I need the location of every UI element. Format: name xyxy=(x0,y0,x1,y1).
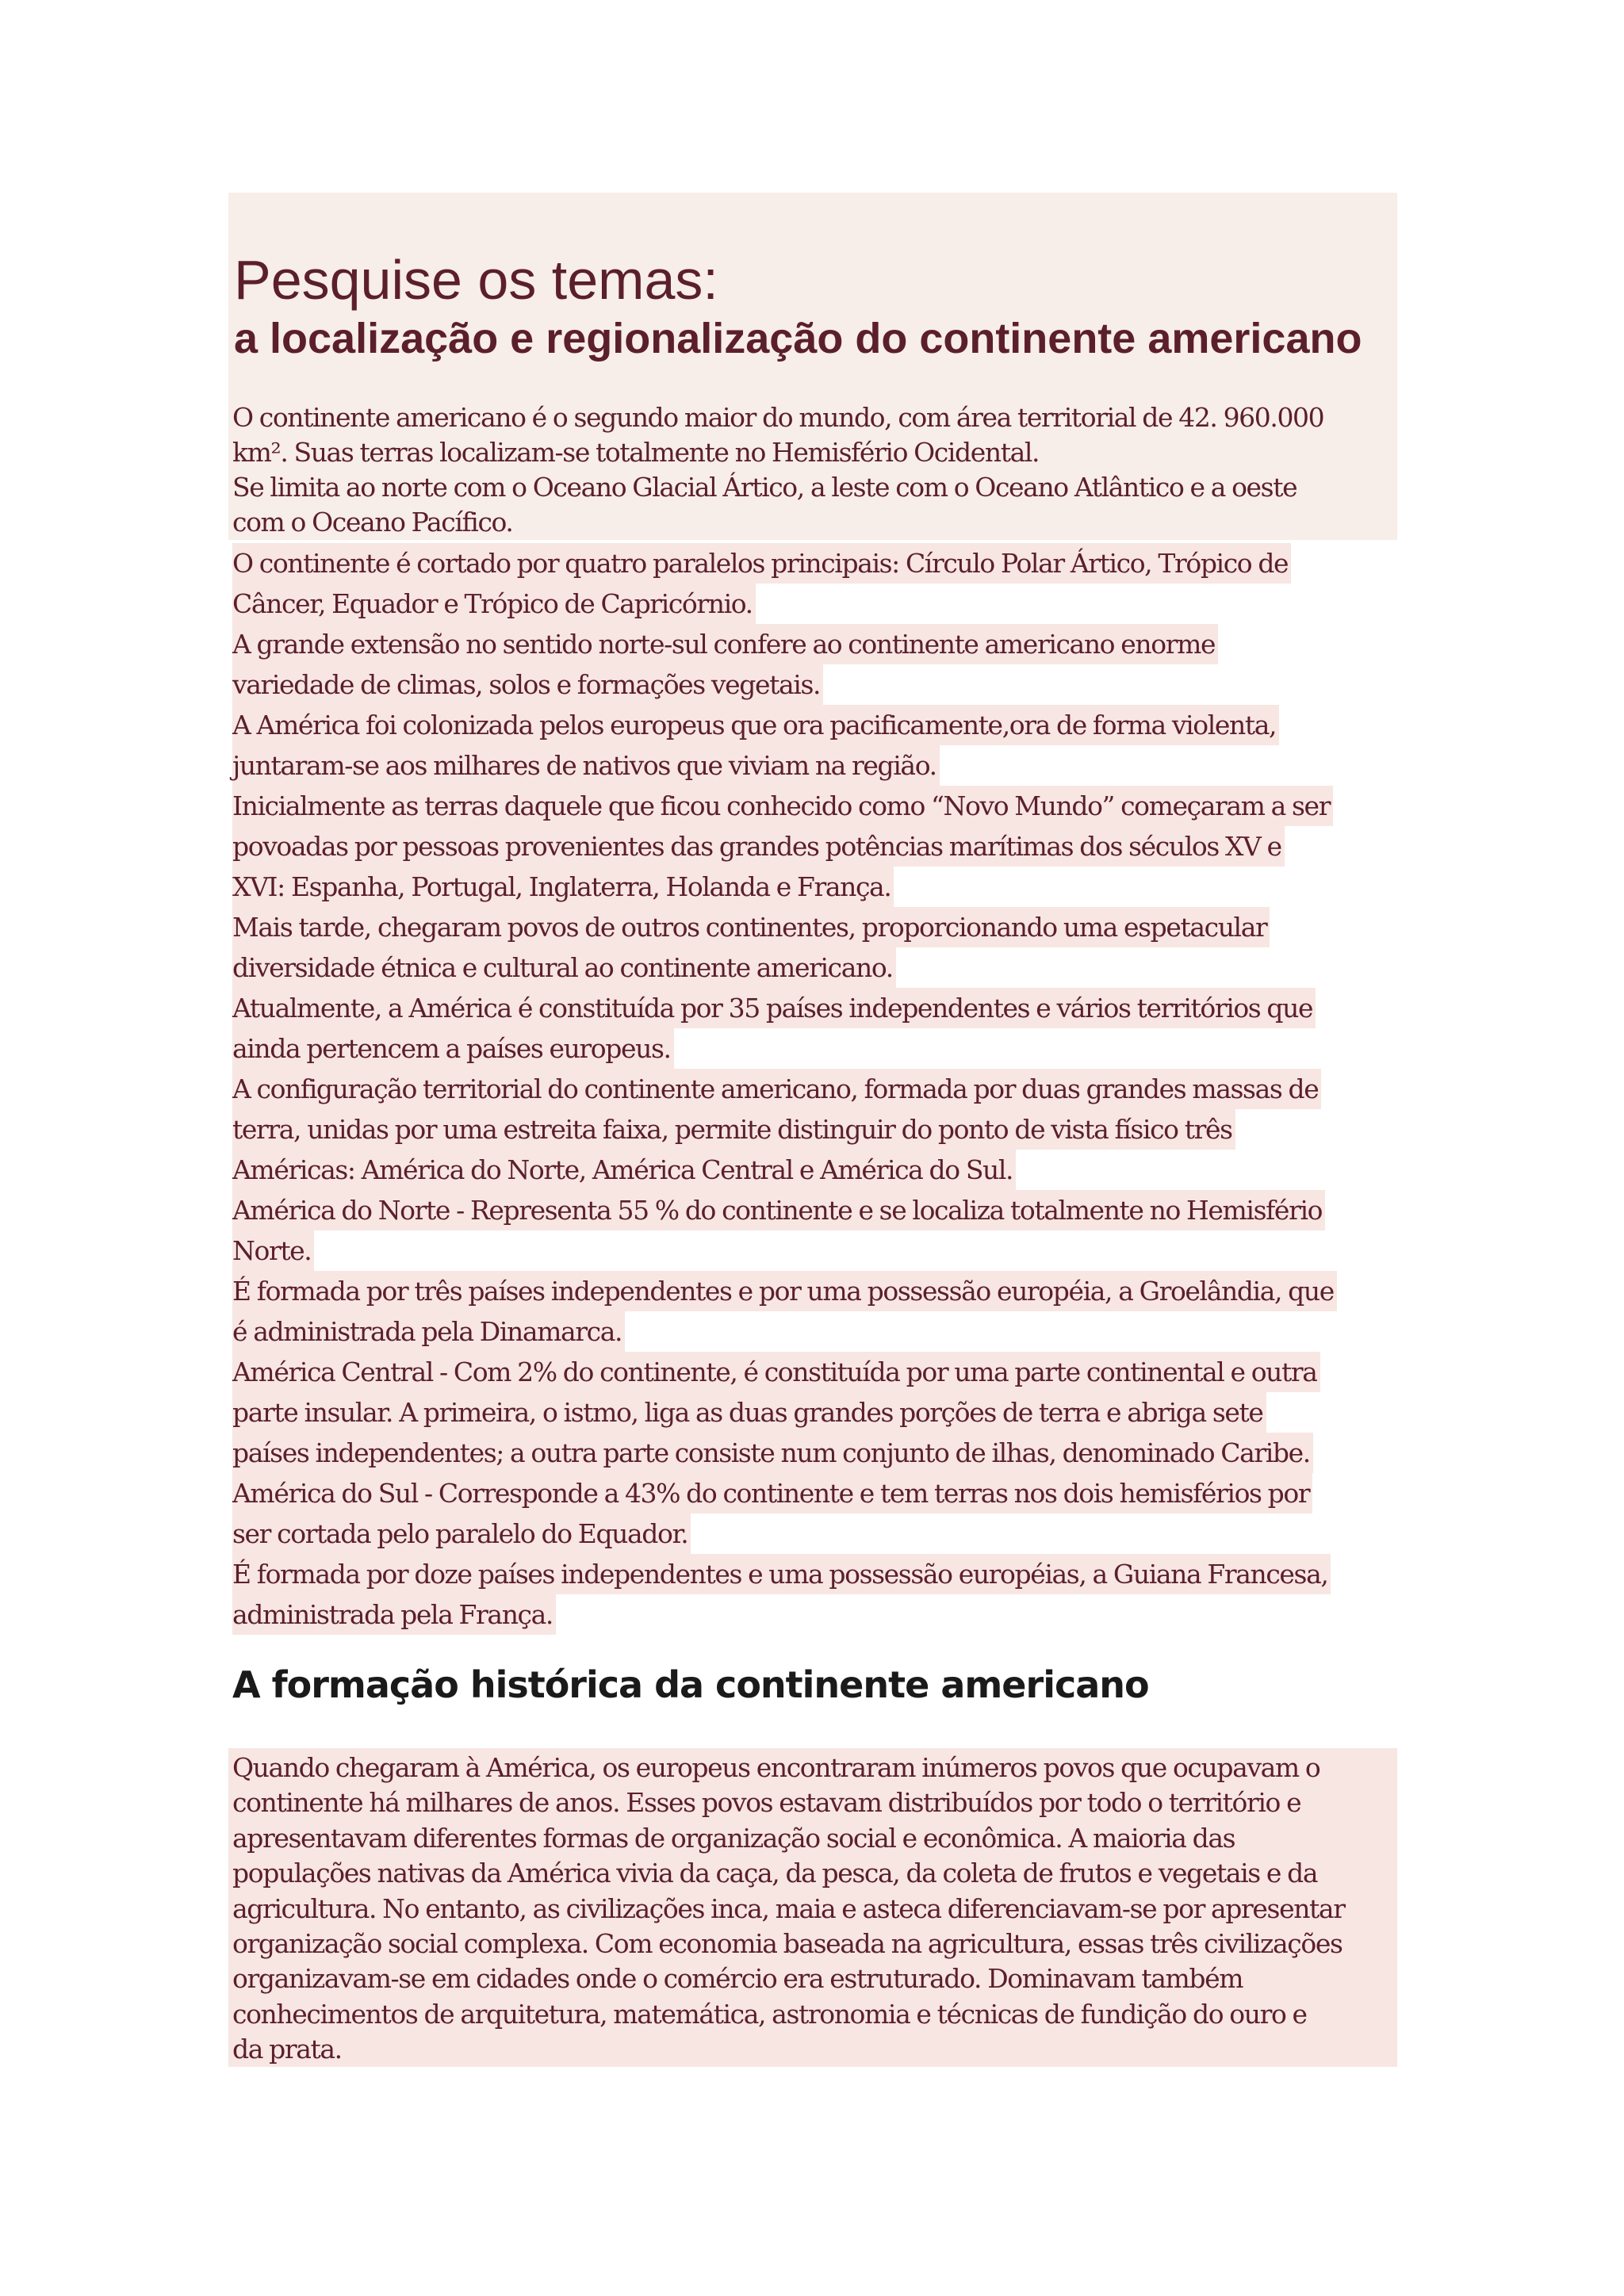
highlighted-line: A América foi colonizada pelos europeus que ora pacificamente,ora de forma violenta, xyxy=(232,705,1279,745)
history-line: conhecimentos de arquitetura, matemática, astronomia e técnicas de fundição do ouro e xyxy=(232,1998,1307,2030)
highlighted-line: O continente é cortado por quatro paralelos principais: Círculo Polar Ártico, Trópico de xyxy=(232,543,1291,584)
history-line: apresentavam diferentes formas de organização social e econômica. A maioria das xyxy=(232,1822,1235,1854)
highlighted-line: Norte. xyxy=(232,1230,314,1271)
highlighted-line: É formada por doze países independentes e uma possessão européias, a Guiana Francesa, xyxy=(232,1554,1331,1594)
intro-paragraph xyxy=(232,400,1398,540)
highlighted-line: XVI: Espanha, Portugal, Inglaterra, Holanda e França. xyxy=(232,867,894,907)
highlighted-line: terra, unidas por uma estreita faixa, permite distinguir do ponto de vista físico três xyxy=(232,1109,1235,1150)
highlighted-line: Atualmente, a América é constituída por 35 países independentes e vários territórios que xyxy=(232,988,1316,1028)
highlighted-line: variedade de climas, solos e formações vegetais. xyxy=(232,664,823,705)
highlighted-line: juntaram-se aos milhares de nativos que viviam na região. xyxy=(232,745,940,786)
highlighted-line: América Central - Com 2% do continente, é constituída por uma parte continental e outra xyxy=(232,1352,1320,1392)
history-line: continente há milhares de anos. Esses povos estavam distribuídos por todo o território e xyxy=(232,1787,1301,1819)
highlighted-line: administrada pela França. xyxy=(232,1594,556,1635)
highlighted-line: países independentes; a outra parte consiste num conjunto de ilhas, denominado Caribe. xyxy=(232,1433,1313,1473)
highlighted-line: Câncer, Equador e Trópico de Capricórnio. xyxy=(232,584,756,624)
highlighted-line: diversidade étnica e cultural ao continente americano. xyxy=(232,947,896,988)
intro-line: com o Oceano Pacífico. xyxy=(232,507,513,538)
highlighted-line: ser cortada pelo paralelo do Equador. xyxy=(232,1513,691,1554)
highlighted-line: A configuração territorial do continente americano, formada por duas grandes massas de xyxy=(232,1069,1321,1109)
history-line: populações nativas da América vivia da caça, da pesca, da coleta de frutos e vegetais e da xyxy=(232,1858,1318,1889)
highlighted-line: América do Sul - Corresponde a 43% do continente e tem terras nos dois hemisférios por xyxy=(232,1473,1312,1513)
highlighted-line: É formada por três países independentes e por uma possessão européia, a Groelândia, que xyxy=(232,1271,1337,1311)
intro-line: O continente americano é o segundo maior do mundo, com área territorial de 42. 960.000 xyxy=(232,402,1324,433)
history-line: Quando chegaram à América, os europeus encontraram inúmeros povos que ocupavam o xyxy=(232,1752,1320,1783)
intro-line: km². Suas terras localizam-se totalmente no Hemisfério Ocidental. xyxy=(232,437,1040,468)
intro-line: Se limita ao norte com o Oceano Glacial Ártico, a leste com o Oceano Atlântico e a oeste xyxy=(232,472,1297,503)
history-line: da prata. xyxy=(232,2034,342,2065)
history-line: organizavam-se em cidades onde o comércio era estruturado. Dominavam também xyxy=(232,1963,1243,1995)
section-heading: A formação histórica da continente americano xyxy=(232,1663,1149,1706)
highlighted-line: parte insular. A primeira, o istmo, liga as duas grandes porções de terra e abriga sete xyxy=(232,1392,1266,1433)
highlighted-line: Mais tarde, chegaram povos de outros continentes, proporcionando uma espetacular xyxy=(232,907,1270,947)
highlighted-line: ainda pertencem a países europeus. xyxy=(232,1028,674,1069)
highlighted-line: Américas: América do Norte, América Central e América do Sul. xyxy=(232,1150,1016,1190)
highlighted-line: povoadas por pessoas provenientes das grandes potências marítimas dos séculos XV e xyxy=(232,826,1285,867)
highlighted-line: é administrada pela Dinamarca. xyxy=(232,1311,625,1352)
highlighted-line: Inicialmente as terras daquele que ficou conhecido como “Novo Mundo” começaram a ser xyxy=(232,786,1333,826)
history-line: organização social complexa. Com economia baseada na agricultura, essas três civilizações xyxy=(232,1928,1342,1960)
highlighted-line: A grande extensão no sentido norte-sul confere ao continente americano enorme xyxy=(232,624,1218,664)
history-paragraph xyxy=(232,1751,1398,2068)
history-line: agricultura. No entanto, as civilizações inca, maia e asteca diferenciavam-se por apresentar xyxy=(232,1892,1345,1924)
page-subtitle: a localização e regionalização do continente americano xyxy=(234,315,1362,362)
highlighted-body-text xyxy=(232,543,1398,1635)
highlighted-line: América do Norte - Representa 55 % do continente e se localiza totalmente no Hemisfério xyxy=(232,1190,1325,1230)
page-title: Pesquise os temas: xyxy=(234,249,718,311)
